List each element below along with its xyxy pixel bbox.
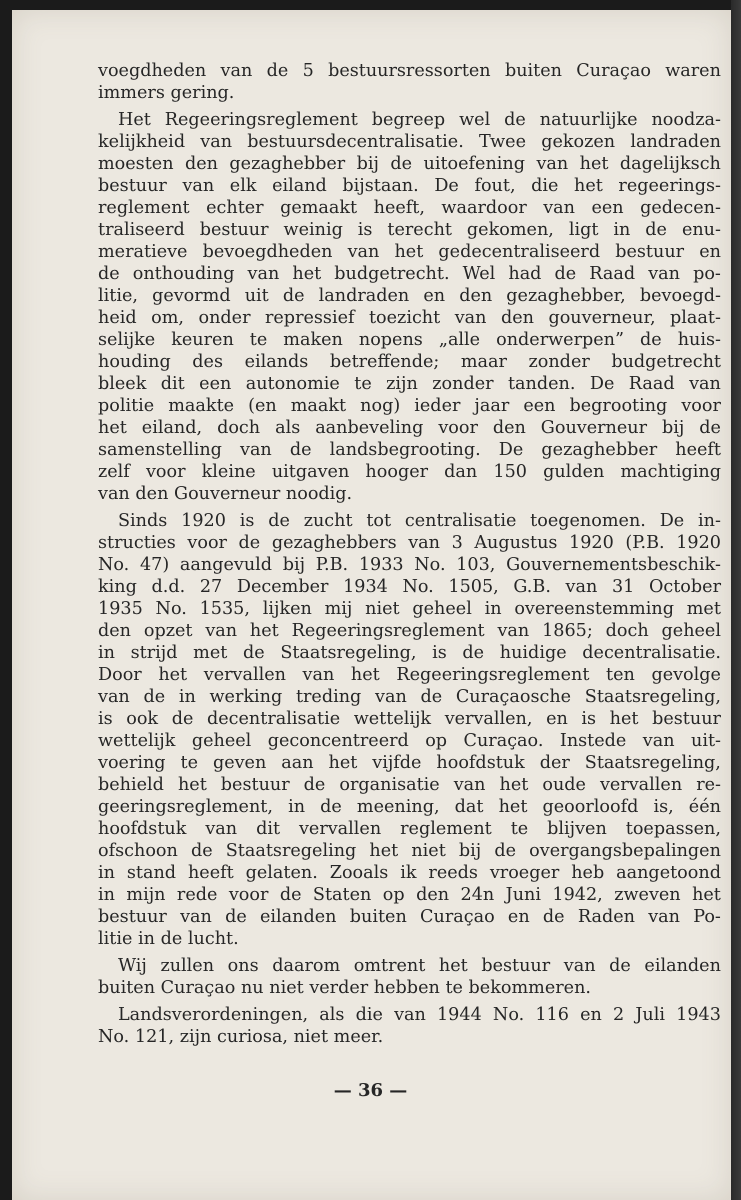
- text-line: politie maakte (en maakt nog) ieder jaar een begrooting voor: [98, 396, 721, 416]
- text-line: meratieve bevoegdheden van het gedecentraliseerd bestuur en: [98, 242, 721, 262]
- text-line: selijke keuren te maken nopens „alle onderwerpen” de huis-: [98, 330, 721, 350]
- text-line: in mijn rede voor de Staten op den 24n Juni 1942, zweven het: [98, 885, 721, 905]
- text-line: Wij zullen ons daarom omtrent het bestuur van de eilanden: [118, 956, 721, 976]
- text-line: Het Regeeringsreglement begreep wel de natuurlijke noodza-: [118, 110, 721, 130]
- text-line: de onthouding van het budgetrecht. Wel had de Raad van po-: [98, 264, 721, 284]
- text-line: Sinds 1920 is de zucht tot centralisatie toegenomen. De in-: [118, 511, 721, 531]
- paragraph: [98, 955, 721, 999]
- text-line: heid om, onder repressief toezicht van den gouverneur, plaat-: [98, 308, 721, 328]
- text-line: samenstelling van de landsbegrooting. De gezaghebber heeft: [98, 440, 721, 460]
- text-line: bestuur van elk eiland bijstaan. De fout, die het regeerings-: [98, 176, 721, 196]
- text-line: houding des eilands betreffende; maar zonder budgetrecht: [98, 352, 721, 372]
- paragraph: [98, 109, 721, 505]
- text-line: wettelijk geheel geconcentreerd op Curaçao. Instede van uit-: [98, 731, 721, 751]
- text-line: zelf voor kleine uitgaven hooger dan 150 gulden machtiging: [98, 462, 721, 482]
- text-line: reglement echter gemaakt heeft, waardoor van een gedecen-: [98, 198, 721, 218]
- text-line: hoofdstuk van dit vervallen reglement te blijven toepassen,: [98, 819, 721, 839]
- text-line: litie, gevormd uit de landraden en den gezaghebber, bevoegd-: [98, 286, 721, 306]
- page-edge-shadow: [731, 0, 741, 1200]
- text-line: moesten den gezaghebber bij de uitoefening van het dagelijksch: [98, 154, 721, 174]
- text-line: van de in werking treding van de Curaçaosche Staatsregeling,: [98, 687, 721, 707]
- text-line: den opzet van het Regeeringsreglement van 1865; doch geheel: [98, 621, 721, 641]
- text-line: Door het vervallen van het Regeeringsreglement ten gevolge: [98, 665, 721, 685]
- text-line: king d.d. 27 December 1934 No. 1505, G.B. van 31 October: [98, 577, 721, 597]
- text-line: het eiland, doch als aanbeveling voor den Gouverneur bij de: [98, 418, 721, 438]
- text-line: kelijkheid van bestuursdecentralisatie. Twee gekozen landraden: [98, 132, 721, 152]
- text-line: Landsverordeningen, als die van 1944 No. 116 en 2 Juli 1943: [118, 1005, 721, 1025]
- text-line: traliseerd bestuur weinig is terecht gekomen, ligt in de enu-: [98, 220, 721, 240]
- text-line: No. 121, zijn curiosa, niet meer.: [98, 1027, 384, 1047]
- text-line: structies voor de gezaghebbers van 3 Augustus 1920 (P.B. 1920: [98, 533, 721, 553]
- text-line: geeringsreglement, in de meening, dat het geoorloofd is, één: [98, 797, 721, 817]
- page-number: — 36 —: [333, 1080, 408, 1101]
- text-line: No. 47) aangevuld bij P.B. 1933 No. 103, Gouvernementsbeschik-: [98, 555, 721, 575]
- text-line: van den Gouverneur noodig.: [98, 484, 353, 504]
- text-line: voegdheden van de 5 bestuursressorten buiten Curaçao waren: [98, 61, 721, 81]
- text-line: litie in de lucht.: [98, 929, 239, 949]
- text-line: 1935 No. 1535, lijken mij niet geheel in overeenstemming met: [98, 599, 721, 619]
- text-line: buiten Curaçao nu niet verder hebben te bekommeren.: [98, 978, 591, 998]
- text-line: ofschoon de Staatsregeling het niet bij de overgangsbepalingen: [98, 841, 721, 861]
- text-line: immers gering.: [98, 83, 235, 103]
- text-line: is ook de decentralisatie wettelijk vervallen, en is het bestuur: [98, 709, 721, 729]
- text-line: behield het bestuur de organisatie van het oude vervallen re-: [98, 775, 721, 795]
- paragraph: [98, 510, 721, 950]
- body-text: [98, 60, 721, 1053]
- text-line: voering te geven aan het vijfde hoofdstuk der Staatsregeling,: [98, 753, 721, 773]
- paragraph: [98, 1004, 721, 1048]
- text-line: bleek dit een autonomie te zijn zonder tanden. De Raad van: [98, 374, 721, 394]
- paragraph: [98, 60, 721, 104]
- text-line: bestuur van de eilanden buiten Curaçao en de Raden van Po-: [98, 907, 721, 927]
- text-line: in strijd met de Staatsregeling, is de huidige decentralisatie.: [98, 643, 721, 663]
- text-line: in stand heeft gelaten. Zooals ik reeds vroeger heb aangetoond: [98, 863, 721, 883]
